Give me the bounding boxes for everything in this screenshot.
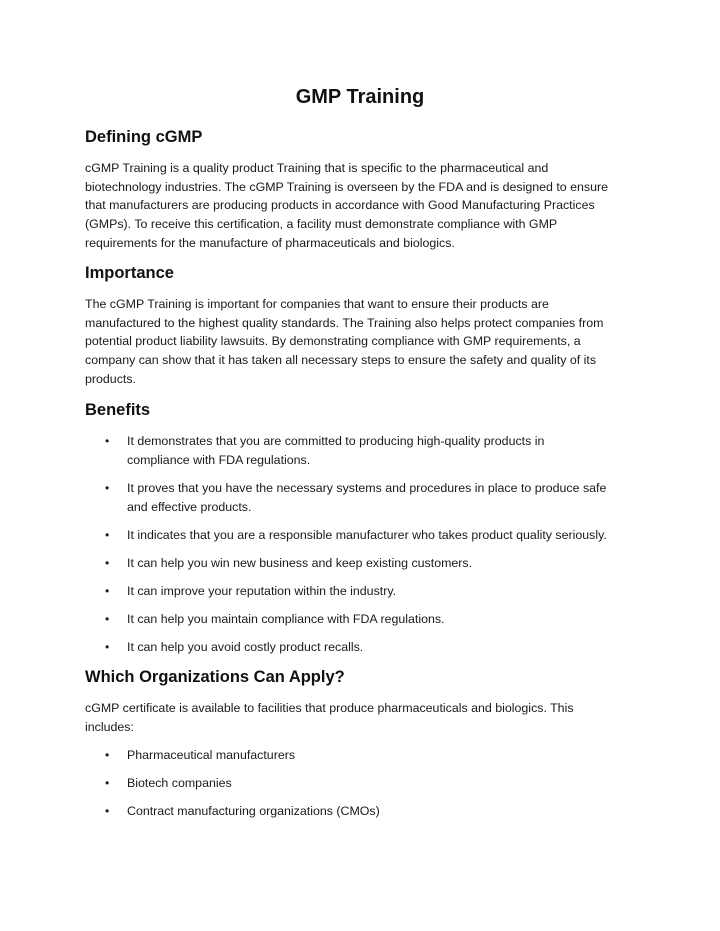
bullet-icon: • (105, 612, 110, 626)
paragraph-line: includes: (85, 719, 134, 734)
list-item-text (127, 554, 647, 573)
bullet-icon: • (105, 434, 110, 448)
list-item-text (127, 610, 647, 629)
list-item-line: and effective products. (127, 499, 252, 514)
list-item-line: It proves that you have the necessary systems and procedures in place to produce safe (127, 481, 607, 495)
list-item-text (127, 479, 647, 516)
list-item-text (127, 802, 647, 821)
paragraph-line: cGMP Training is a quality product Training that is specific to the pharmaceutical and (85, 161, 549, 175)
paragraph-line: requirements for the manufacture of pharmaceuticals and biologics. (85, 235, 455, 250)
list-item-line: It can help you maintain compliance with FDA regulations. (127, 612, 445, 626)
list-item-line: Biotech companies (127, 776, 232, 790)
bullet-icon: • (105, 640, 110, 654)
list-item-text (127, 638, 647, 657)
paragraph-line: cGMP certificate is available to facilities that produce pharmaceuticals and biologics. This (85, 701, 574, 715)
section-paragraph-organizations (85, 699, 640, 736)
paragraph-line: The cGMP Training is important for companies that want to ensure their products are (85, 297, 549, 311)
section-heading-importance: Importance (85, 264, 174, 282)
list-item-text (127, 432, 647, 469)
paragraph-line: manufactured to the highest quality standards. The Training also helps protect companies from (85, 315, 604, 330)
section-heading-defining: Defining cGMP (85, 128, 203, 146)
section-paragraph-importance (85, 295, 640, 389)
bullet-icon: • (105, 528, 110, 542)
list-item-text (127, 582, 647, 601)
document-title: GMP Training (295, 86, 425, 108)
list-item-line: It demonstrates that you are committed to producing high-quality products in (127, 434, 545, 448)
list-item-text (127, 526, 647, 545)
list-item-line: It indicates that you are a responsible manufacturer who takes product quality seriously. (127, 528, 607, 542)
bullet-icon: • (105, 748, 110, 762)
bullet-icon: • (105, 584, 110, 598)
list-item-line: It can improve your reputation within the industry. (127, 584, 397, 598)
list-item-line: Pharmaceutical manufacturers (127, 748, 296, 762)
paragraph-line: (GMPs). To receive this certification, a facility must demonstrate compliance with GMP (85, 217, 558, 232)
list-item-line: Contract manufacturing organizations (CMOs) (127, 804, 380, 818)
list-item-line: It can help you avoid costly product recalls. (127, 640, 364, 654)
list-item-line: compliance with FDA regulations. (127, 452, 311, 467)
paragraph-line: products. (85, 371, 136, 386)
list-item-line: It can help you win new business and keep existing customers. (127, 556, 473, 570)
bullet-icon: • (105, 556, 110, 570)
list-item-text (127, 746, 647, 765)
section-paragraph-defining (85, 159, 640, 253)
section-heading-organizations: Which Organizations Can Apply? (85, 668, 345, 686)
paragraph-line: potential product liability lawsuits. By demonstrating compliance with GMP requirements, a (85, 334, 581, 349)
paragraph-line: company can show that it has taken all necessary steps to ensure the safety and quality of its (85, 353, 597, 368)
bullet-icon: • (105, 776, 110, 790)
section-heading-benefits: Benefits (85, 401, 151, 419)
list-item-text (127, 774, 647, 793)
bullet-icon: • (105, 804, 110, 818)
paragraph-line: biotechnology industries. The cGMP Training is overseen by the FDA and is designed to ensure (85, 179, 609, 194)
bullet-icon: • (105, 481, 110, 495)
paragraph-line: that manufacturers are producing products in accordance with Good Manufacturing Practices (85, 198, 595, 213)
